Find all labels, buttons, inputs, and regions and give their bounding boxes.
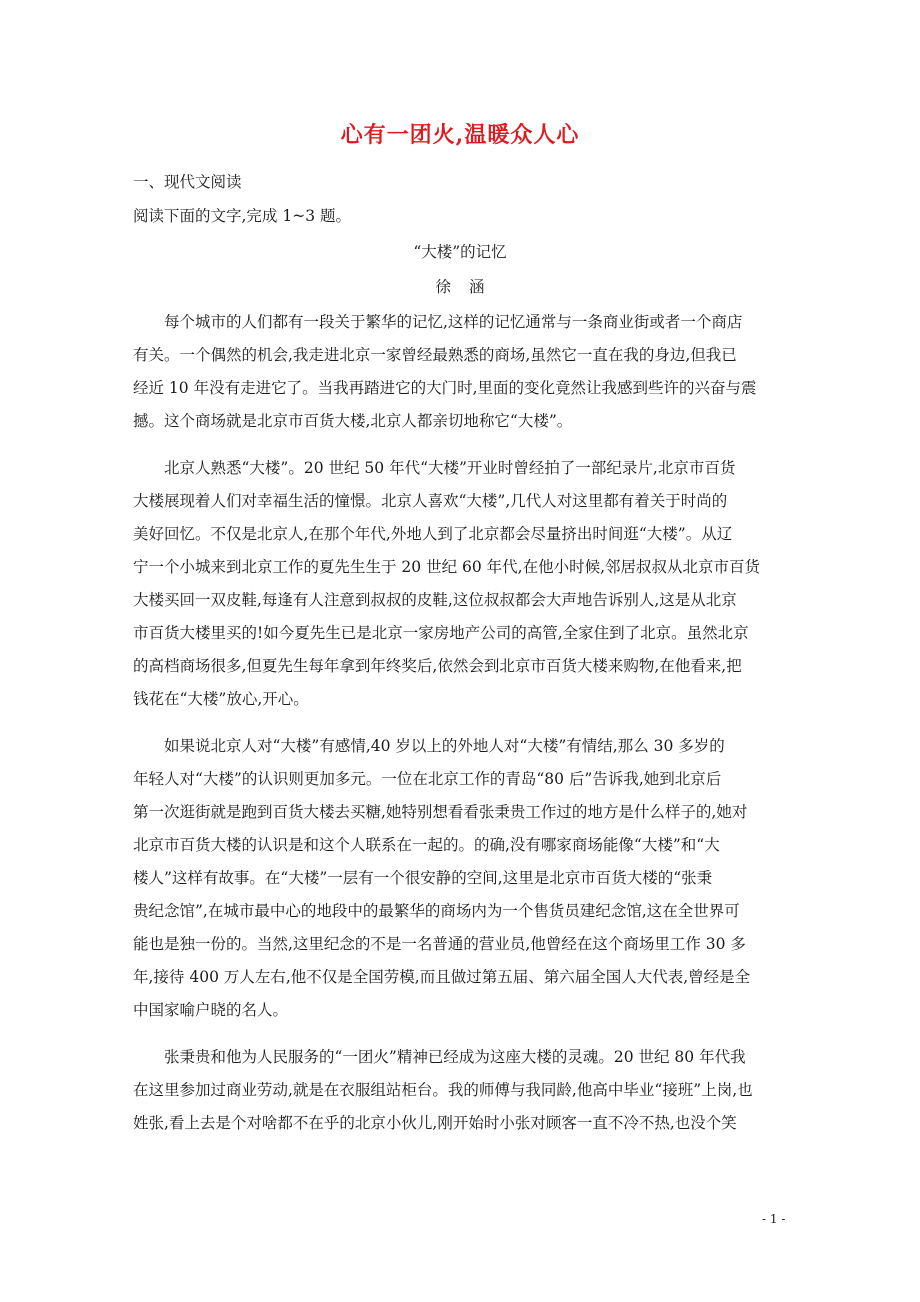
article-title: “大楼”的记忆: [413, 243, 507, 261]
body-line: 能也是独一份的。当然,这里纪念的不是一名普通的营业员,他曾经在这个商场里工作 30 多: [133, 935, 746, 953]
article-author: 徐涵: [435, 278, 503, 296]
body-line: 北京市百货大楼的认识是和这个人联系在一起的。的确,没有哪家商场能像“大楼”和“大: [133, 836, 720, 854]
body-line: 大楼买回一双皮鞋,每逢有人注意到叔叔的皮鞋,这位叔叔都会大声地告诉别人,这是从北京: [133, 591, 737, 609]
body-line: 年,接待 400 万人左右,他不仅是全国劳模,而且做过第五届、第六届全国人大代表,曾经是全: [133, 968, 751, 986]
body-line: 美好回忆。不仅是北京人,在那个年代,外地人到了北京都会尽量挤出时间逛“大楼”。从辽: [133, 525, 733, 543]
body-line: 撼。这个商场就是北京市百货大楼,北京人都亲切地称它“大楼”。: [133, 412, 573, 430]
body-line: 中国家喻户晓的名人。: [133, 1001, 289, 1019]
body-line: 每个城市的人们都有一段关于繁华的记忆,这样的记忆通常与一条商业街或者一个商店: [164, 313, 743, 331]
body-line: 的高档商场很多,但夏先生每年拿到年终奖后,依然会到北京市百货大楼来购物,在他看来,把: [133, 657, 742, 675]
body-line: 经近 10 年没有走进它了。当我再踏进它的大门时,里面的变化竟然让我感到些许的兴奋与震: [133, 379, 757, 397]
document-title: 心有一团火,温暖众人心: [340, 122, 580, 148]
body-line: 北京人熟悉“大楼”。20 世纪 50 年代“大楼”开业时曾经拍了一部纪录片,北京市百货: [164, 459, 736, 477]
body-line: 第一次逛街就是跑到百货大楼去买糖,她特别想看看张秉贵工作过的地方是什么样子的,她对: [133, 803, 748, 821]
body-line: 宁一个小城来到北京工作的夏先生生于 20 世纪 60 年代,在他小时候,邻居叔叔从北京市百货: [133, 558, 761, 576]
body-line: 张秉贵和他为人民服务的“一团火”精神已经成为这座大楼的灵魂。20 世纪 80 年代我: [164, 1048, 746, 1066]
section-heading: 一、现代文阅读: [133, 173, 242, 191]
body-line: 年轻人对“大楼”的认识则更加多元。一位在北京工作的青岛“80 后”告诉我,她到北京后: [133, 770, 722, 788]
body-line: 大楼展现着人们对幸福生活的憧憬。北京人喜欢“大楼”,几代人对这里都有着关于时尚的: [133, 492, 728, 510]
body-line: 如果说北京人对“大楼”有感情,40 岁以上的外地人对“大楼”有情结,那么 30 多岁的: [164, 737, 725, 755]
body-line: 有关。一个偶然的机会,我走进北京一家曾经最熟悉的商场,虽然它一直在我的身边,但我已: [133, 346, 737, 364]
page-number: - 1 -: [762, 1212, 786, 1226]
body-line: 姓张,看上去是个对啥都不在乎的北京小伙儿,刚开始时小张对顾客一直不冷不热,也没个笑: [133, 1114, 737, 1132]
body-line: 楼人”这样有故事。在“大楼”一层有一个很安静的空间,这里是北京市百货大楼的“张秉: [133, 869, 713, 887]
body-line: 钱花在“大楼”放心,开心。: [133, 690, 309, 708]
body-line: 市百货大楼里买的!如今夏先生已是北京一家房地产公司的高管,全家住到了北京。虽然北京: [133, 624, 749, 642]
body-line: 在这里参加过商业劳动,就是在衣服组站柜台。我的师傅与我同龄,他高中毕业“接班”上岗,也: [133, 1081, 753, 1099]
instruction-text: 阅读下面的文字,完成 1~3 题。: [133, 207, 351, 225]
body-line: 贵纪念馆”,在城市最中心的地段中的最繁华的商场内为一个售货员建纪念馆,这在全世界可: [133, 902, 740, 920]
